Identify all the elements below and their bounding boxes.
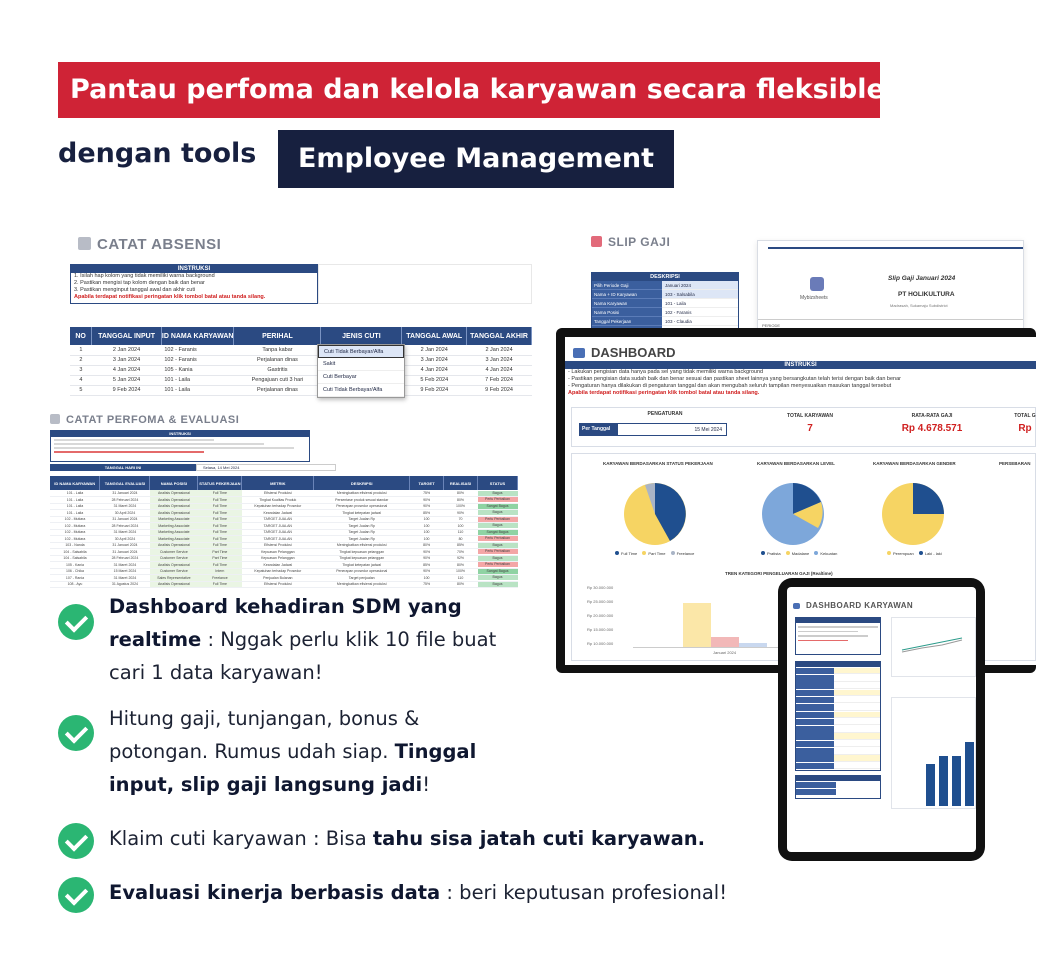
tablet-bar bbox=[926, 764, 935, 806]
brand-logo-icon bbox=[810, 277, 824, 291]
tablet-dashboard-title: DASHBOARD KARYAWAN bbox=[793, 601, 913, 610]
tablet-detail-row bbox=[796, 682, 880, 689]
tablet-detail-row bbox=[796, 741, 880, 748]
monitor-icon bbox=[793, 603, 800, 609]
headline-line1: Pantau perfoma dan kelola karyawan secara fleksible bbox=[58, 62, 880, 118]
tablet-detail-row bbox=[796, 712, 880, 719]
status-badge: Bagus bbox=[478, 510, 518, 515]
dropdown-option[interactable]: Cuti Tidak Berbayar/Alfa bbox=[318, 384, 404, 397]
dropdown-option[interactable]: Cuti Berbayar bbox=[318, 371, 404, 384]
tablet-detail-row bbox=[796, 704, 880, 711]
document-icon bbox=[591, 236, 602, 247]
check-icon bbox=[58, 715, 94, 751]
tablet-summary bbox=[795, 775, 881, 799]
table-row[interactable]: 101 - Laila 31 Maret 2024 Analisis Operasional Full Time Kepatuhan terhadap Prosedur Penerapan prosedur operasional 90% 100% Sangat Bagus bbox=[50, 503, 518, 510]
table-row[interactable]: 102 - Mutiara 31 Maret 2024 Marketing Associate Full Time TARGET JUALAN Target Jualan Rp 100 110 Sangat Bagus bbox=[50, 529, 518, 536]
check-icon bbox=[58, 604, 94, 640]
kpi-rata-rata-gaji: RATA-RATA GAJI Rp 4.678.571 bbox=[901, 413, 963, 434]
performa-title: CATAT PERFOMA & EVALUASI bbox=[50, 414, 239, 426]
status-badge: Perlu Perbaikan bbox=[478, 517, 518, 522]
tablet-instructions bbox=[795, 617, 881, 655]
status-badge: Bagus bbox=[478, 523, 518, 528]
table-row[interactable]: 101 - Laila 31 Januari 2024 Analisis Operasional Full Time Efisiensi Produksi Meningkatkan efisiensi produksi 75% 80% Bagus bbox=[50, 490, 518, 497]
slip-document: Mybizsheets Slip Gaji Januari 2024 PT HOLIKULTURA Madrasah, Sukamaju Subdistrict PERIODE bbox=[757, 240, 1024, 340]
table-row[interactable]: 102 - Mutiara 31 Januari 2024 Marketing Associate Full Time TARGET JUALAN Target Jualan Rp 100 70 Perlu Perbaikan bbox=[50, 516, 518, 523]
chart-icon bbox=[50, 414, 60, 424]
status-badge: Bagus bbox=[478, 575, 518, 580]
table-row[interactable]: 106 - Chika 15 Maret 2024 Customer Service Intern Kepatuhan terhadap Prosedur Penerapan prosedur operasional 90% 100% Sangat Bagus bbox=[50, 568, 518, 575]
col-jenis-cuti: JENIS CUTI bbox=[321, 327, 402, 345]
trend-bar bbox=[739, 643, 767, 647]
monitor-icon bbox=[573, 348, 585, 358]
pie-legend-level: Pratista Madalane Kekuatan bbox=[757, 551, 837, 556]
dropdown-option[interactable]: Sakit bbox=[318, 358, 404, 371]
status-badge: Bagus bbox=[478, 556, 518, 561]
col-tanggal-input: TANGGAL INPUT bbox=[92, 327, 162, 345]
tablet-line-chart bbox=[891, 617, 976, 677]
feature-cuti: Klaim cuti karyawan : Bisa tahu sisa jatah cuti karyawan. bbox=[58, 822, 738, 862]
table-row[interactable]: 101 - Laila 28 Februari 2024 Analisis Operasional Full Time Tingkat Kualitas Produk Persentase produk sesuai standar 90% 80% Perlu Perbaikan bbox=[50, 497, 518, 504]
absensi-title: CATAT ABSENSI bbox=[78, 236, 221, 253]
tablet-detail-row bbox=[796, 668, 880, 675]
table-row[interactable]: 104 - Salsabila 28 Februari 2024 Customer Service Part Time Kepuasan Pelanggan Tingkat kepuasan pelanggan 90% 92% Bagus bbox=[50, 555, 518, 562]
kpi-total-gaji: TOTAL G Rp bbox=[1014, 413, 1036, 434]
col-no: NO bbox=[70, 327, 92, 345]
trend-title: TREN KATEGORI PENGELUARAN GAJI (Realtime) bbox=[725, 571, 833, 576]
table-row[interactable]: 105 - Kania 31 Maret 2024 Analisis Operasional Full Time Keandalan Jadwal Tingkat ketepatan jadwal 85% 80% Perlu Perbaikan bbox=[50, 562, 518, 569]
table-row[interactable]: 1 2 Jan 2024 102 - Faranis Tanpa kabar 2 Jan 2024 2 Jan 2024 bbox=[70, 345, 532, 355]
tablet-detail-row bbox=[796, 726, 880, 733]
performa-table: ID NAMA KARYAWAN TANGGAL EVALUASI NAMA POSISI STATUS PEKERJAAN METRIK DESKRIPSI TARGET REALISASI STATUS 101 - Laila 31 Januari 2024 Analisis Operasional Full Time Efisiensi Produksi Meningkatkan efisiensi produksi 75% 80% Bagus 101 - Laila 28 Februari 2024 Analisis Operasional Full Time Tingkat Kualitas Produk Persentase produk sesuai standar 90% 80% Perlu Perbaikan 101 - Laila 31 Maret 2024 Analisis Operasional Full Time Kepatuhan terhadap Prosedur Penerapan prosedur operasional 90% 100% Sangat Bagus 101 - Laila 30 April 2024 Analisis Operasional Full Time Keandalan Jadwal Tingkat ketepatan jadwal 85% 90% Bagus 102 - Mutiara 31 Januari 2024 Marketing Associate Full Time TARGET JUALAN Target Jualan Rp 100 70 Perlu Perbaikan 102 - Mutiara 28 Februari 2024 Marketing Associate Full Time TARGET JUALAN Target Jualan Rp 100 100 Bagus 102 - Mutiara 31 Maret 2024 Marketing Associate Full Time TARGET JUALAN Target Jualan Rp 100 110 Sangat Bagus 102 - Mutiara 30 April 2024 Marketing Associate Full Time TARGET JUALAN Target Jualan Rp 100 80 Perlu Perbaikan 103 - Nanda 31 Januari 2024 Analisis Operasional Full Time Efisiensi Produksi Meningkatkan efisiensi produksi 80% 85% Bagus 104 - Salsabila 31 Januari 2024 Customer Service Part Time Kepuasan Pelanggan Tingkat kepuasan pelanggan 90% 70% Perlu Perbaikan 104 - Salsabila 28 Februari 2024 Customer Service Part Time Kepuasan Pelanggan Tingkat kepuasan pelanggan 90% 92% Bagus 105 - Kania 31 Maret 2024 Analisis Operasional Full Time Keandalan Jadwal Tingkat ketepatan jadwal 85% 80% Perlu Perbaikan 106 - Chika 15 Maret 2024 Customer Service Intern Kepatuhan terhadap Prosedur Penerapan prosedur operasional 90% 100% Sangat Bagus 107 - Rania 31 Maret 2024 Sales Representative Freelance Penjualan Bulanan Target penjualan 100 110 Bagus 108 - Ayu 31 Agustus 2024 Analisis Operasional Full Time Efisiensi Produksi Meningkatkan efisiensi produksi 75% 80% Bagus bbox=[50, 476, 518, 588]
table-row[interactable]: 102 - Mutiara 30 April 2024 Marketing Associate Full Time TARGET JUALAN Target Jualan Rp 100 80 Perlu Perbaikan bbox=[50, 536, 518, 543]
performa-date-label: TANGGAL HARI INI bbox=[50, 464, 196, 471]
status-badge: Sangat Bagus bbox=[478, 530, 518, 535]
col-perihal: PERIHAL bbox=[234, 327, 321, 345]
table-row[interactable]: 107 - Rania 31 Maret 2024 Sales Representative Freelance Penjualan Bulanan Target penjualan 100 110 Bagus bbox=[50, 575, 518, 582]
performa-date-value: Selasa, 14 Mei 2024 bbox=[196, 464, 336, 471]
tablet-bar bbox=[952, 756, 961, 806]
table-row[interactable]: 103 - Nanda 31 Januari 2024 Analisis Operasional Full Time Efisiensi Produksi Meningkatkan efisiensi produksi 80% 85% Bagus bbox=[50, 542, 518, 549]
status-badge: Perlu Perbaikan bbox=[478, 497, 518, 502]
tablet-detail-row bbox=[796, 719, 880, 726]
pie-legend-status: Full Time Part Time Freelance bbox=[611, 551, 694, 556]
tablet-device bbox=[778, 578, 985, 861]
tablet-detail-row bbox=[796, 697, 880, 704]
kpi-total-karyawan: TOTAL KARYAWAN 7 bbox=[786, 413, 834, 434]
tablet-detail-row bbox=[796, 675, 880, 682]
table-row[interactable]: 108 - Ayu 31 Agustus 2024 Analisis Operasional Full Time Efisiensi Produksi Meningkatkan efisiensi produksi 75% 80% Bagus bbox=[50, 581, 518, 588]
col-tanggal-awal: TANGGAL AWAL bbox=[402, 327, 467, 345]
feature-dashboard: Dashboard kehadiran SDM yang realtime : Nggak perlu klik 10 file buat cari 1 data karyawan! bbox=[58, 590, 738, 700]
status-badge: Perlu Perbaikan bbox=[478, 549, 518, 554]
pie-legend-gender: Perempuan Laki - laki bbox=[883, 551, 942, 556]
tablet-detail-row bbox=[796, 763, 880, 770]
dashboard-title: DASHBOARD bbox=[573, 345, 676, 360]
dropdown-option[interactable]: Cuti Tidak Berbayar/Alfa bbox=[318, 345, 404, 358]
table-row[interactable]: 104 - Salsabila 31 Januari 2024 Customer Service Part Time Kepuasan Pelanggan Tingkat kepuasan pelanggan 90% 70% Perlu Perbaikan bbox=[50, 549, 518, 556]
pie-chart-gender bbox=[881, 482, 945, 546]
table-row[interactable]: 2 3 Jan 2024 102 - Faranis Perjalanan dinas 3 Jan 2024 3 Jan 2024 bbox=[70, 355, 532, 365]
pie-chart-level bbox=[761, 482, 825, 546]
tablet-detail-row bbox=[796, 755, 880, 762]
tablet-bar bbox=[939, 756, 948, 806]
per-tanggal-input[interactable]: 15 Mei 2024 bbox=[617, 423, 727, 436]
tablet-employee-detail bbox=[795, 661, 881, 771]
slip-description-panel: DESKRIPSI Pilih Periode Gaji Januari 2024 Nama + ID Karyawan 103 - Salsabila Nama Karyawan 101 - Laila Nama Posisi 102 - Faranis Tanggal Pekerjaan 103 - Claudia bbox=[591, 272, 739, 336]
status-badge: Sangat Bagus bbox=[478, 504, 518, 509]
status-badge: Perlu Perbaikan bbox=[478, 536, 518, 541]
slip-title: SLIP GAJI bbox=[591, 235, 670, 249]
check-icon bbox=[58, 823, 94, 859]
absensi-table bbox=[70, 327, 532, 396]
tablet-detail-row bbox=[796, 733, 880, 740]
pie-title-status: KARYAWAN BERDASARKAN STATUS PEKERJAAN bbox=[603, 461, 713, 466]
feature-evaluasi: Evaluasi kinerja berbasis data : beri keputusan profesional! bbox=[58, 876, 738, 916]
table-row[interactable]: 101 - Laila 30 April 2024 Analisis Operasional Full Time Keandalan Jadwal Tingkat ketepatan jadwal 85% 90% Bagus bbox=[50, 510, 518, 517]
table-row[interactable]: 3 4 Jan 2024 105 - Kania Gastritis 4 Jan 2024 4 Jan 2024 bbox=[70, 365, 532, 375]
tablet-detail-row bbox=[796, 690, 880, 697]
col-tanggal-akhir: TANGGAL AKHIR bbox=[467, 327, 532, 345]
tablet-bar bbox=[965, 742, 974, 806]
headline-product-name: Employee Management bbox=[278, 130, 674, 188]
calendar-icon bbox=[78, 237, 91, 250]
performa-instructions: INSTRUKSI bbox=[50, 430, 310, 462]
dashboard-monitor: DASHBOARD INSTRUKSI - Lakukan pengisian data hanya pada sel yang tidak memiliki warna background - Pastikan pengisian data sudah baik dan benar sesuai dan pastikan sheet lainnya yang bersangkutan telah terisi dengan baik dan benar - Pengaturan hanya dilakukan di pengaturan tanggal dan akan mengubah seluruh tampilan menyesuaikan masukan tanggal tersebut Apabila terdapat notifikasi peringatan klik tombol batal atau tanda silang. PENGATURAN Per Tanggal 15 Mei 2024 TOTAL KARYAWAN 7 RATA-RATA GAJI Rp 4.678.571 TOTAL G Rp KARYAWAN BERDASARKAN STATUS PEKERJAAN KARYAWAN BERDASARKAN LEVEL KARYAWAN BERDASARKAN GENDER PERSEBARAN Full Time Part Time Freelance Pratista Madalane Kekuatan Perempuan Laki - laki TREN KATEGORI PENGELUARAN GAJI (Realtime) Rp 30.000.000 Rp 25.000.000 Rp 20.000.000 Rp 15.000.000 Rp 10.000.000 Januari 2024 bbox=[556, 328, 1036, 673]
status-badge: Bagus bbox=[478, 543, 518, 548]
pie-chart-status bbox=[623, 482, 687, 546]
jenis-cuti-dropdown[interactable] bbox=[317, 344, 405, 398]
absensi-instructions: INSTRUKSI 1. Isilah hap kolom yang tidak memiliki warna background 2. Pastikan mengisi tap kolom dengan baik dan benar 3. Pastikan menginput tanggal awal dan akhir cuti Apabila terdapat notifikasi peringatan klik tombol batal atau tanda silang. bbox=[70, 264, 318, 304]
pie-title-gender: KARYAWAN BERDASARKAN GENDER bbox=[873, 461, 956, 466]
absensi-instructions-empty-area bbox=[318, 264, 532, 304]
table-row[interactable]: 5 9 Feb 2024 101 - Laila Perjalanan dinas 9 Feb 2024 9 Feb 2024 bbox=[70, 385, 532, 395]
status-badge: Bagus bbox=[478, 582, 518, 587]
headline-line2-prefix: dengan tools bbox=[58, 138, 257, 169]
pie-title-level: KARYAWAN BERDASARKAN LEVEL bbox=[757, 461, 835, 466]
check-icon bbox=[58, 877, 94, 913]
table-row[interactable]: 4 5 Jan 2024 101 - Laila Pengajuan cuti 3 hari 5 Feb 2024 7 Feb 2024 bbox=[70, 375, 532, 385]
tablet-detail-row bbox=[796, 748, 880, 755]
per-tanggal-label: Per Tanggal bbox=[579, 423, 617, 436]
dashboard-instructions: INSTRUKSI - Lakukan pengisian data hanya pada sel yang tidak memiliki warna background - Pastikan pengisian data sudah baik dan benar sesuai dan pastikan sheet lainnya yang bersangkutan telah terisi dengan baik dan benar - Pengaturan hanya dilakukan di pengaturan tanggal dan akan mengubah seluruh tampilan menyesuaikan masukan tanggal tersebut Apabila terdapat notifikasi peringatan klik tombol batal atau tanda silang. bbox=[565, 361, 1036, 397]
col-id-nama: ID NAMA KARYAWAN bbox=[161, 327, 234, 345]
pie-title-persebaran: PERSEBARAN bbox=[999, 461, 1031, 466]
status-badge: Perlu Perbaikan bbox=[478, 562, 518, 567]
tablet-bar-chart bbox=[891, 697, 976, 809]
table-row[interactable]: 102 - Mutiara 28 Februari 2024 Marketing Associate Full Time TARGET JUALAN Target Jualan Rp 100 100 Bagus bbox=[50, 523, 518, 530]
status-badge: Bagus bbox=[478, 491, 518, 496]
status-badge: Sangat Bagus bbox=[478, 569, 518, 574]
feature-gaji: Hitung gaji, tunjangan, bonus & potongan. Rumus udah siap. Tinggal input, slip gaji langsung jadi! bbox=[58, 702, 738, 812]
